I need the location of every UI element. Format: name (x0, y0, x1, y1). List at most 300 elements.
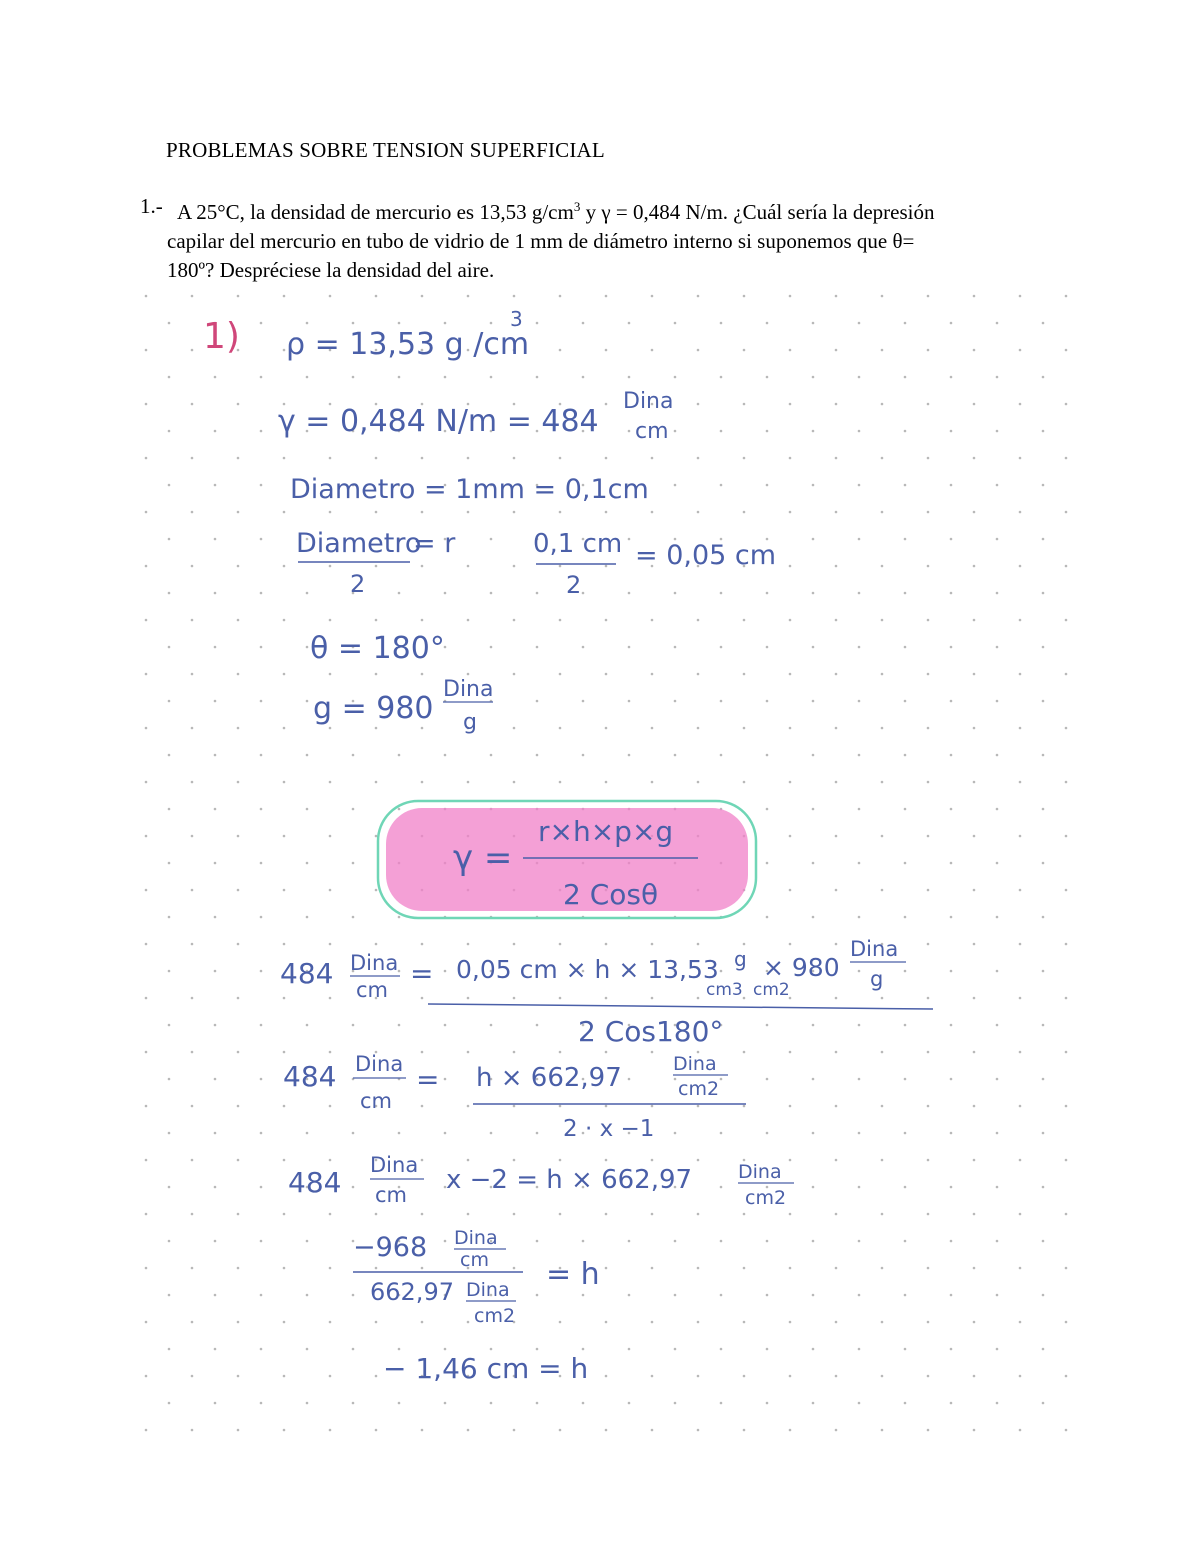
grid-dot (444, 1348, 447, 1351)
grid-dot (1065, 295, 1068, 298)
grid-dot (536, 592, 539, 595)
grid-dot (720, 376, 723, 379)
grid-dot (306, 754, 309, 757)
grid-dot (214, 1348, 217, 1351)
grid-dot (260, 1132, 263, 1135)
grid-dot (605, 997, 608, 1000)
grid-dot (1042, 1186, 1045, 1189)
grid-dot (444, 376, 447, 379)
grid-dot (536, 754, 539, 757)
grid-dot (191, 565, 194, 568)
grid-dot (605, 619, 608, 622)
grid-dot (927, 781, 930, 784)
grid-dot (191, 1267, 194, 1270)
grid-dot (559, 457, 562, 460)
grid-dot (1042, 322, 1045, 325)
grid-dot (904, 1132, 907, 1135)
grid-dot (260, 808, 263, 811)
grid-dot (950, 1186, 953, 1189)
grid-dot (329, 1105, 332, 1108)
grid-dot (996, 916, 999, 919)
grid-dot (1065, 1213, 1068, 1216)
grid-dot (881, 673, 884, 676)
grid-dot (421, 1105, 424, 1108)
problem-statement (140, 192, 1050, 285)
grid-dot (329, 1051, 332, 1054)
grid-dot (789, 1105, 792, 1108)
grid-dot (651, 457, 654, 460)
grid-dot (214, 1186, 217, 1189)
grid-dot (789, 1213, 792, 1216)
grid-dot (237, 997, 240, 1000)
grid-dot (904, 862, 907, 865)
diametro-frac-num: Diametro (296, 528, 422, 559)
grid-dot (1019, 1321, 1022, 1324)
grid-dot (559, 1051, 562, 1054)
grid-dot (858, 1078, 861, 1081)
grid-dot (697, 457, 700, 460)
grid-dot (881, 457, 884, 460)
grid-dot (789, 1375, 792, 1378)
g-unit-den: g (463, 710, 477, 735)
grid-dot (398, 1348, 401, 1351)
grid-dot (559, 1213, 562, 1216)
step1-denominator: 2 Cos180° (578, 1015, 724, 1048)
grid-dot (260, 1402, 263, 1405)
grid-dot (743, 1429, 746, 1432)
grid-dot (651, 1375, 654, 1378)
grid-dot (973, 619, 976, 622)
grid-dot (835, 781, 838, 784)
equals-r: = r (413, 528, 456, 559)
grid-dot (858, 322, 861, 325)
grid-dot (927, 727, 930, 730)
grid-dot (145, 727, 148, 730)
grid-dot (375, 1321, 378, 1324)
grid-dot (329, 457, 332, 460)
grid-dot (145, 997, 148, 1000)
grid-dot (398, 1132, 401, 1135)
grid-dot (628, 430, 631, 433)
grid-dot (306, 1348, 309, 1351)
grid-dot (375, 673, 378, 676)
gamma-unit-den: cm (635, 419, 669, 444)
grid-dot (168, 538, 171, 541)
grid-dot (398, 1024, 401, 1027)
grid-dot (996, 376, 999, 379)
grid-dot (168, 430, 171, 433)
grid-dot (628, 538, 631, 541)
grid-dot (697, 943, 700, 946)
grid-dot (927, 889, 930, 892)
grid-dot (467, 1321, 470, 1324)
grid-dot (421, 1321, 424, 1324)
grid-dot (674, 1294, 677, 1297)
grid-dot (651, 1429, 654, 1432)
grid-dot (513, 457, 516, 460)
grid-dot (697, 1321, 700, 1324)
grid-dot (858, 484, 861, 487)
grid-dot (973, 1321, 976, 1324)
grid-dot (467, 1051, 470, 1054)
grid-dot (260, 376, 263, 379)
grid-dot (237, 457, 240, 460)
grid-dot (1019, 511, 1022, 514)
grid-dot (191, 781, 194, 784)
grid-dot (260, 754, 263, 757)
grid-dot (421, 673, 424, 676)
grid-dot (145, 457, 148, 460)
grid-dot (329, 835, 332, 838)
grid-dot (1042, 1132, 1045, 1135)
grid-dot (467, 457, 470, 460)
grid-dot (329, 943, 332, 946)
grid-dot (1042, 376, 1045, 379)
grid-dot (1065, 889, 1068, 892)
grid-dot (421, 727, 424, 730)
grid-dot (214, 700, 217, 703)
grid-dot (306, 1294, 309, 1297)
grid-dot (260, 1348, 263, 1351)
grid-dot (697, 295, 700, 298)
grid-dot (559, 1429, 562, 1432)
grid-dot (904, 646, 907, 649)
grid-dot (950, 538, 953, 541)
grid-dot (329, 781, 332, 784)
grid-dot (329, 673, 332, 676)
grid-dot (858, 862, 861, 865)
grid-dot (720, 592, 723, 595)
step1-numerator: 0,05 cm × h × 13,53 (456, 955, 719, 984)
grid-dot (1065, 1105, 1068, 1108)
grid-dot (444, 1132, 447, 1135)
grid-dot (145, 1267, 148, 1270)
grid-dot (835, 1105, 838, 1108)
grid-dot (996, 430, 999, 433)
grid-dot (352, 1186, 355, 1189)
grid-dot (214, 1132, 217, 1135)
grid-dot (1019, 1375, 1022, 1378)
grid-dot (743, 619, 746, 622)
step1-cm2: cm2 (753, 980, 790, 1000)
grid-dot (720, 646, 723, 649)
grid-dot (950, 1294, 953, 1297)
grid-dot (766, 1240, 769, 1243)
grid-dot (697, 781, 700, 784)
grid-dot (467, 619, 470, 622)
grid-dot (950, 970, 953, 973)
grid-dot (145, 889, 148, 892)
grid-dot (375, 1429, 378, 1432)
grid-dot (306, 916, 309, 919)
grid-dot (743, 1051, 746, 1054)
grid-dot (720, 700, 723, 703)
grid-dot (996, 1348, 999, 1351)
grid-dot (582, 1348, 585, 1351)
grid-dot (145, 1213, 148, 1216)
grid-dot (651, 1213, 654, 1216)
grid-dot (789, 889, 792, 892)
grid-dot (490, 322, 493, 325)
grid-dot (490, 1348, 493, 1351)
grid-dot (1065, 673, 1068, 676)
grid-dot (789, 349, 792, 352)
grid-dot (191, 1321, 194, 1324)
grid-dot (237, 1105, 240, 1108)
grid-dot (835, 889, 838, 892)
grid-dot (191, 349, 194, 352)
grid-dot (904, 1294, 907, 1297)
grid-dot (628, 1294, 631, 1297)
grid-dot (973, 727, 976, 730)
grid-dot (352, 862, 355, 865)
grid-dot (329, 1375, 332, 1378)
grid-dot (260, 484, 263, 487)
grid-dot (605, 295, 608, 298)
formula-denominator: 2 Cosθ (563, 878, 659, 911)
grid-dot (352, 322, 355, 325)
grid-dot (950, 1348, 953, 1351)
grid-dot (168, 1132, 171, 1135)
grid-dot (559, 511, 562, 514)
grid-dot (996, 754, 999, 757)
grid-dot (766, 430, 769, 433)
grid-dot (421, 1213, 424, 1216)
grid-dot (927, 457, 930, 460)
grid-dot (352, 1132, 355, 1135)
grid-dot (950, 646, 953, 649)
grid-dot (835, 565, 838, 568)
grid-dot (260, 322, 263, 325)
grid-dot (766, 1348, 769, 1351)
result-line: − 1,46 cm = h (383, 1352, 589, 1385)
grid-dot (950, 916, 953, 919)
grid-dot (743, 1321, 746, 1324)
grid-dot (766, 1078, 769, 1081)
grid-dot (145, 673, 148, 676)
grid-dot (582, 592, 585, 595)
grid-dot (628, 1402, 631, 1405)
grid-dot (490, 538, 493, 541)
grid-dot (375, 835, 378, 838)
grid-dot (858, 430, 861, 433)
grid-dot (283, 1375, 286, 1378)
grid-dot (950, 376, 953, 379)
rho-exponent: 3 (510, 307, 523, 331)
grid-dot (191, 1051, 194, 1054)
grid-dot (283, 889, 286, 892)
grid-dot (283, 1213, 286, 1216)
grid-dot (329, 997, 332, 1000)
grid-dot (237, 1267, 240, 1270)
diametro-line: Diametro = 1mm = 0,1cm (290, 474, 649, 505)
grid-dot (467, 943, 470, 946)
grid-dot (950, 484, 953, 487)
grid-dot (444, 592, 447, 595)
grid-dot (789, 1159, 792, 1162)
grid-dot (743, 1267, 746, 1270)
grid-dot (789, 1321, 792, 1324)
step2-unit-den: cm (360, 1089, 393, 1113)
grid-dot (789, 403, 792, 406)
grid-dot (1019, 727, 1022, 730)
grid-dot (789, 619, 792, 622)
grid-dot (490, 376, 493, 379)
step4-rhs: = h (546, 1257, 600, 1292)
step4-denominator: 662,97 (370, 1278, 454, 1306)
grid-dot (812, 322, 815, 325)
grid-dot (1065, 1321, 1068, 1324)
grid-dot (904, 538, 907, 541)
grid-dot (743, 511, 746, 514)
grid-dot (260, 1240, 263, 1243)
grid-dot (927, 1375, 930, 1378)
grid-dot (674, 754, 677, 757)
grid-dot (996, 862, 999, 865)
grid-dot (513, 997, 516, 1000)
grid-dot (260, 592, 263, 595)
grid-dot (1042, 430, 1045, 433)
solution-label: 1) (203, 316, 240, 357)
grid-dot (1065, 511, 1068, 514)
grid-dot (444, 754, 447, 757)
grid-dot (720, 970, 723, 973)
grid-dot (605, 511, 608, 514)
grid-dot (927, 1159, 930, 1162)
grid-dot (973, 565, 976, 568)
grid-dot (513, 781, 516, 784)
grid-dot (950, 322, 953, 325)
grid-dot (237, 727, 240, 730)
grid-dot (306, 646, 309, 649)
grid-dot (559, 295, 562, 298)
grid-dot (283, 1267, 286, 1270)
grid-dot (168, 1186, 171, 1189)
grid-dot (973, 1051, 976, 1054)
grid-dot (835, 349, 838, 352)
grid-dot (283, 835, 286, 838)
page-title: PROBLEMAS SOBRE TENSION SUPERFICIAL (166, 138, 605, 162)
grid-dot (582, 376, 585, 379)
step1-unit2-num: Dina (850, 937, 899, 961)
grid-dot (1042, 1024, 1045, 1027)
grid-dot (513, 1429, 516, 1432)
grid-dot (214, 484, 217, 487)
step2-lhs: 484 (283, 1060, 337, 1093)
grid-dot (927, 295, 930, 298)
grid-dot (812, 1078, 815, 1081)
grid-dot (605, 1051, 608, 1054)
grid-dot (490, 646, 493, 649)
grid-dot (628, 1240, 631, 1243)
grid-dot (927, 619, 930, 622)
grid-dot (881, 889, 884, 892)
grid-dot (904, 376, 907, 379)
grid-dot (835, 511, 838, 514)
grid-dot (1019, 835, 1022, 838)
grid-dot (260, 1078, 263, 1081)
grid-dot (1065, 457, 1068, 460)
grid-dot (559, 565, 562, 568)
step3-unit-num: Dina (370, 1153, 419, 1177)
grid-dot (996, 1186, 999, 1189)
grid-dot (973, 349, 976, 352)
grid-dot (743, 727, 746, 730)
grid-dot (467, 1429, 470, 1432)
grid-dot (973, 457, 976, 460)
grid-dot (145, 1159, 148, 1162)
grid-dot (605, 781, 608, 784)
grid-dot (559, 349, 562, 352)
grid-dot (789, 1051, 792, 1054)
grid-dot (352, 916, 355, 919)
grid-dot (283, 457, 286, 460)
grid-dot (881, 1267, 884, 1270)
grid-dot (858, 1240, 861, 1243)
grid-dot (237, 1429, 240, 1432)
grid-dot (651, 1267, 654, 1270)
grid-dot (789, 673, 792, 676)
grid-dot (145, 1375, 148, 1378)
grid-dot (812, 1402, 815, 1405)
grid-dot (536, 376, 539, 379)
grid-dot (697, 673, 700, 676)
grid-dot (214, 1294, 217, 1297)
grid-dot (559, 943, 562, 946)
grid-dot (1019, 781, 1022, 784)
grid-dot (812, 1240, 815, 1243)
problem-superscript: 3 (573, 199, 581, 214)
grid-dot (283, 673, 286, 676)
radius-result: = 0,05 cm (635, 540, 777, 571)
grid-dot (881, 1375, 884, 1378)
grid-dot (283, 1051, 286, 1054)
step4-unit-den: cm (460, 1249, 489, 1271)
grid-dot (191, 1429, 194, 1432)
grid-dot (812, 1024, 815, 1027)
grid-dot (904, 970, 907, 973)
grid-dot (812, 700, 815, 703)
grid-dot (904, 484, 907, 487)
grid-dot (927, 1105, 930, 1108)
grid-dot (605, 349, 608, 352)
grid-dot (674, 376, 677, 379)
grid-dot (881, 511, 884, 514)
grid-dot (145, 1105, 148, 1108)
grid-dot (766, 1024, 769, 1027)
grid-dot (260, 970, 263, 973)
grid-dot (168, 700, 171, 703)
radius-frac-den: 2 (566, 571, 582, 599)
step1-g: g (734, 947, 747, 971)
grid-dot (260, 1024, 263, 1027)
grid-dot (582, 1240, 585, 1243)
grid-dot (812, 1132, 815, 1135)
grid-dot (766, 376, 769, 379)
grid-dot (214, 970, 217, 973)
grid-dot (835, 1213, 838, 1216)
grid-dot (789, 835, 792, 838)
grid-dot (1065, 403, 1068, 406)
grid-dot (812, 646, 815, 649)
grid-dot (237, 1159, 240, 1162)
grid-dot (835, 673, 838, 676)
grid-dot (789, 727, 792, 730)
grid-dot (605, 1159, 608, 1162)
grid-dot (559, 781, 562, 784)
grid-dot (1042, 592, 1045, 595)
step1-unit-den: cm (356, 978, 389, 1002)
